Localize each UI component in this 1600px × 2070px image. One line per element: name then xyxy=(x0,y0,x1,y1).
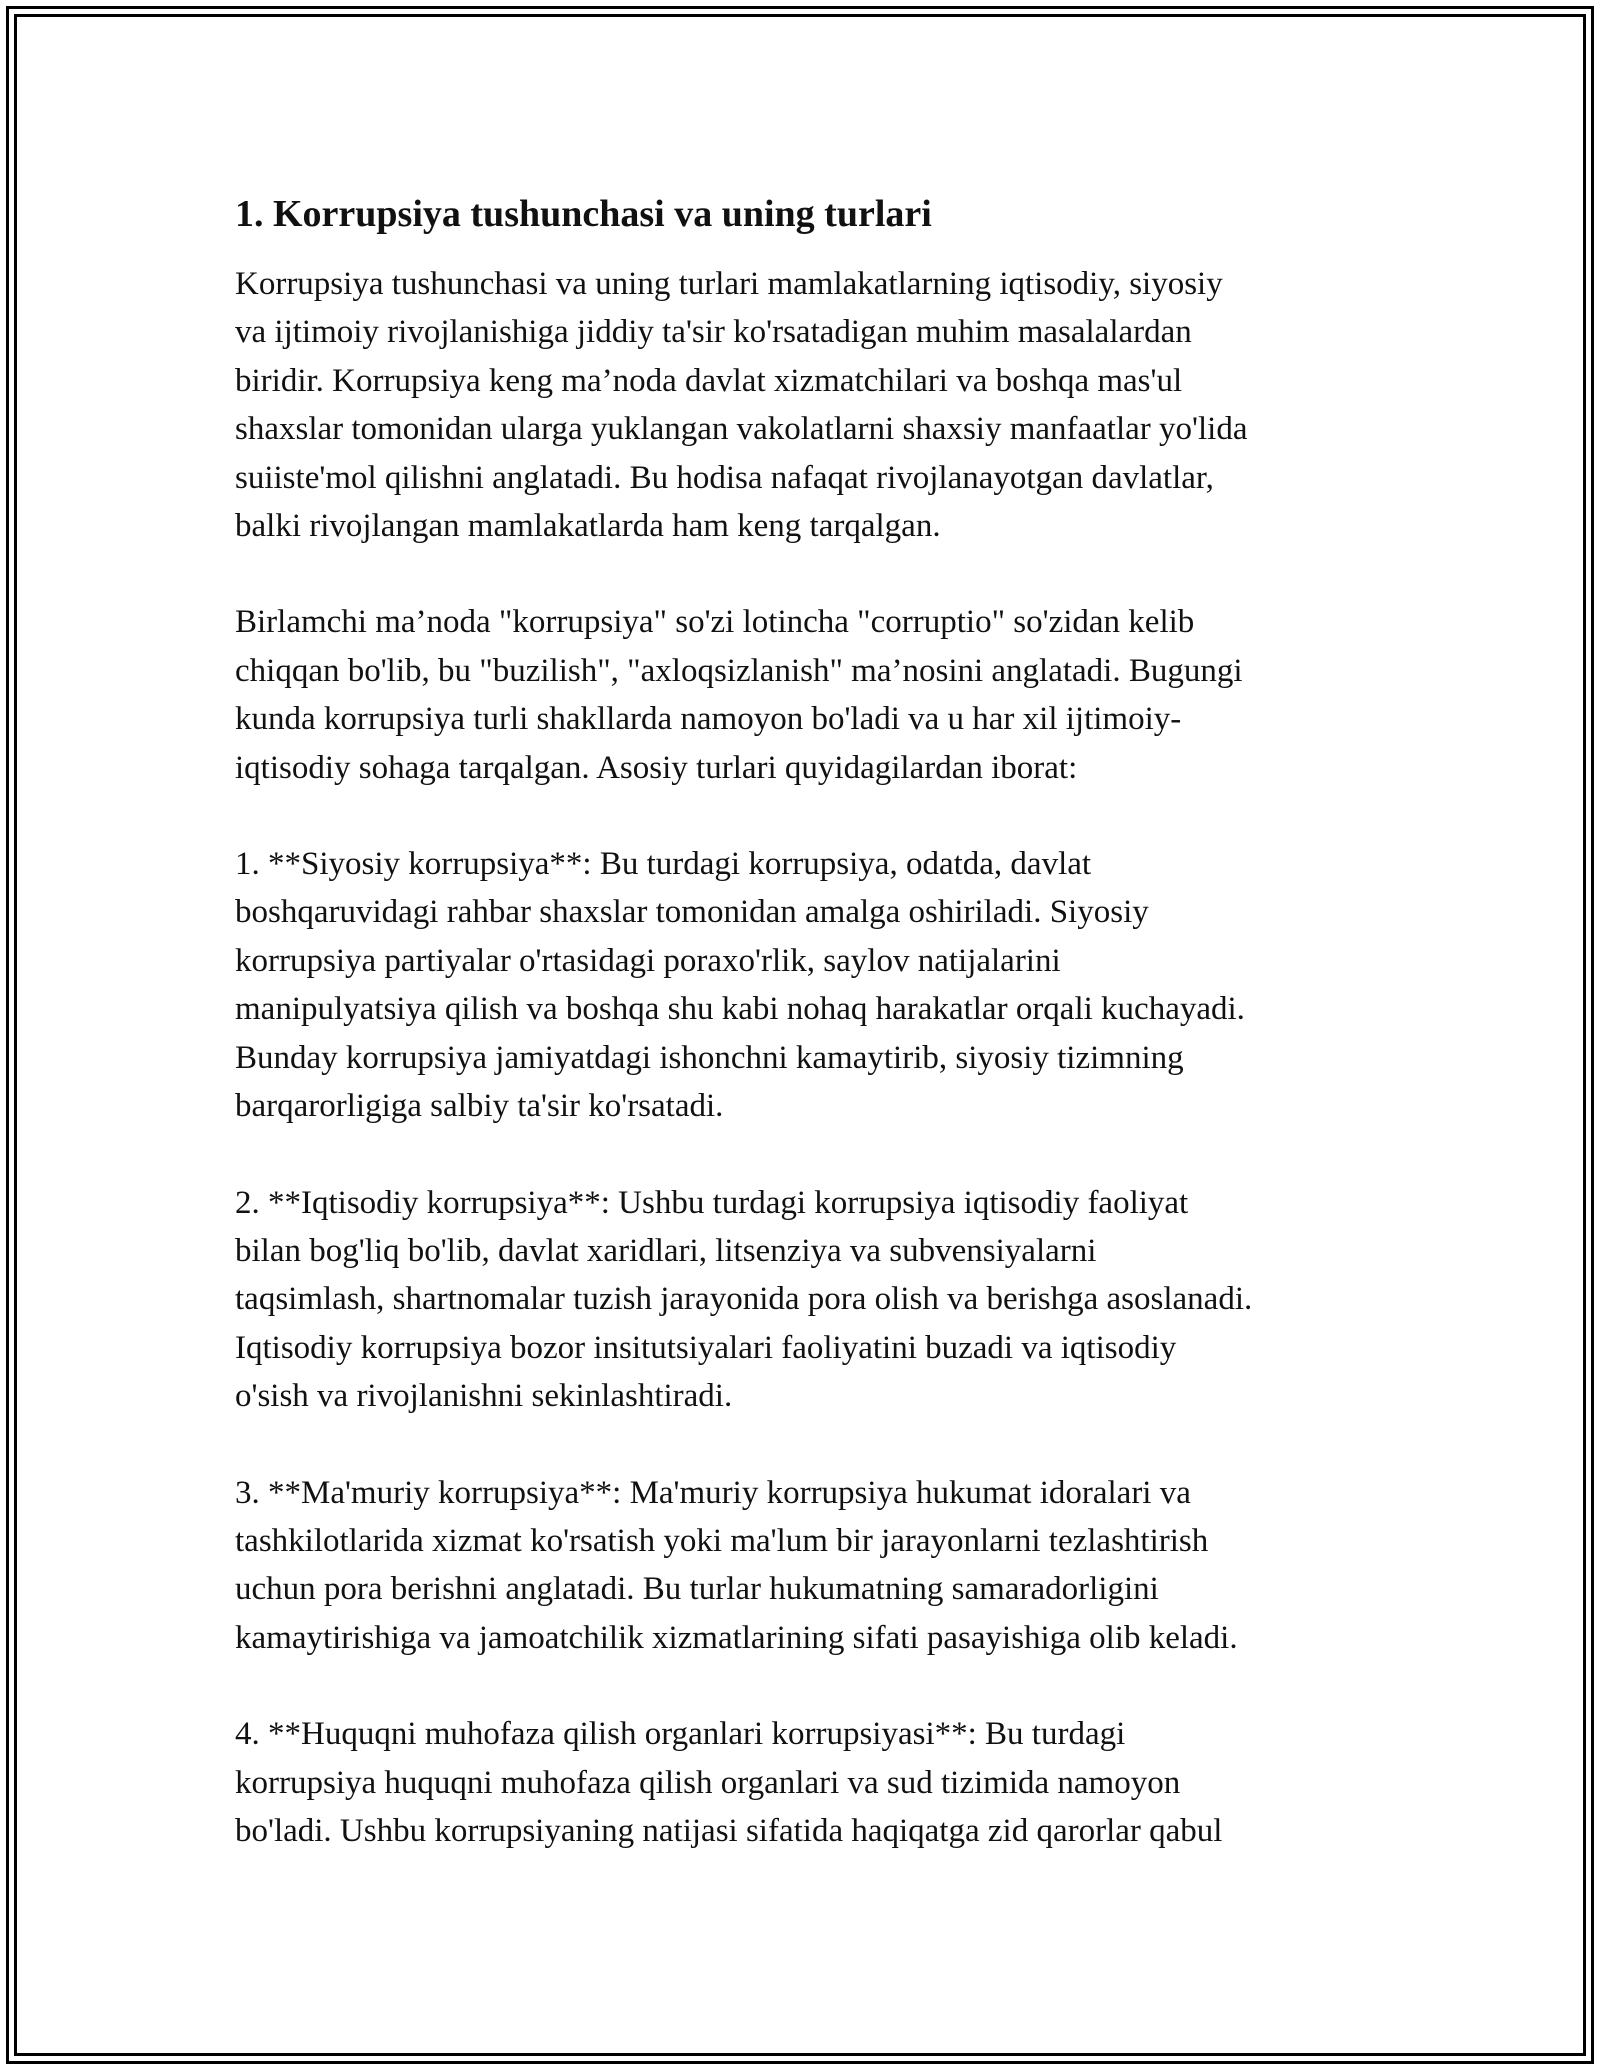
text-line: boshqaruvidagi rahbar shaxslar tomonidan amalga oshiriladi. Siyosiy xyxy=(235,894,1149,931)
text-line: korrupsiya partiyalar o'rtasidagi poraxo'rlik, saylov natijalarini xyxy=(235,942,1061,979)
text-line: iqtisodiy sohaga tarqalgan. Asosiy turlari quyidagilardan iborat: xyxy=(235,749,1078,786)
text-line: Birlamchi ma’noda "korrupsiya" so'zi lotincha "corruptio" so'zidan kelib xyxy=(235,604,1195,641)
text-line: 4. **Huquqni muhofaza qilish organlari korrupsiyasi**: Bu turdagi xyxy=(235,1716,1126,1753)
text-line: suiiste'mol qilishni anglatadi. Bu hodisa nafaqat rivojlanayotgan davlatlar, xyxy=(235,459,1214,496)
text-line: Korrupsiya tushunchasi va uning turlari mamlakatlarning iqtisodiy, siyosiy xyxy=(235,266,1223,302)
text-line: bo'ladi. Ushbu korrupsiyaning natijasi sifatida haqiqatga zid qarorlar qabul xyxy=(235,1812,1223,1849)
paragraph-political-corruption xyxy=(235,840,1375,1130)
text-line: korrupsiya huquqni muhofaza qilish organlari va sud tizimida namoyon xyxy=(235,1764,1181,1801)
paragraph-intro xyxy=(235,260,1375,550)
paragraph-law-enforcement-corruption xyxy=(235,1710,1375,1855)
section-heading: 1. Korrupsiya tushunchasi va uning turlari xyxy=(235,193,932,235)
text-line: 2. **Iqtisodiy korrupsiya**: Ushbu turdagi korrupsiya iqtisodiy faoliyat xyxy=(235,1184,1189,1221)
text-line: kunda korrupsiya turli shakllarda namoyon bo'ladi va u har xil ijtimoiy- xyxy=(235,701,1182,738)
text-line: chiqqan bo'lib, bu "buzilish", "axloqsizlanish" ma’nosini anglatadi. Bugungi xyxy=(235,652,1243,689)
text-line: Iqtisodiy korrupsiya bozor insitutsiyalari faoliyatini buzadi va iqtisodiy xyxy=(235,1329,1177,1366)
paragraph-economic-corruption xyxy=(235,1179,1375,1421)
text-line: 1. **Siyosiy korrupsiya**: Bu turdagi korrupsiya, odatda, davlat xyxy=(235,846,1092,883)
text-line: o'sish va rivojlanishni sekinlashtiradi. xyxy=(235,1378,733,1415)
text-line: manipulyatsiya qilish va boshqa shu kabi nohaq harakatlar orqali kuchayadi. xyxy=(235,991,1245,1028)
text-line: shaxslar tomonidan ularga yuklangan vakolatlarni shaxsiy manfaatlar yo'lida xyxy=(235,411,1248,448)
paragraph-administrative-corruption xyxy=(235,1469,1375,1663)
text-line: biridir. Korrupsiya keng ma’noda davlat xizmatchilari va boshqa mas'ul xyxy=(235,362,1183,399)
paragraph-etymology xyxy=(235,598,1375,792)
text-line: Bunday korrupsiya jamiyatdagi ishonchni kamaytirib, siyosiy tizimning xyxy=(235,1039,1184,1076)
text-line: uchun pora berishni anglatadi. Bu turlar hukumatning samaradorligini xyxy=(235,1571,1159,1608)
text-line: tashkilotlarida xizmat ko'rsatish yoki ma'lum bir jarayonlarni tezlashtirish xyxy=(235,1522,1209,1559)
text-line: 3. **Ma'muriy korrupsiya**: Ma'muriy korrupsiya hukumat idoralari va xyxy=(235,1474,1191,1511)
text-line: taqsimlash, shartnomalar tuzish jarayonida pora olish va berishga asoslanadi. xyxy=(235,1281,1253,1318)
document-body xyxy=(235,190,1375,1855)
text-line: barqarorligiga salbiy ta'sir ko'rsatadi. xyxy=(235,1088,724,1125)
text-line: va ijtimoiy rivojlanishiga jiddiy ta'sir ko'rsatadigan muhim masalalardan xyxy=(235,314,1192,351)
text-line: bilan bog'liq bo'lib, davlat xaridlari, litsenziya va subvensiyalarni xyxy=(235,1232,1097,1269)
text-line: kamaytirishiga va jamoatchilik xizmatlarining sifati pasayishiga olib keladi. xyxy=(235,1619,1238,1656)
text-line: balki rivojlangan mamlakatlarda ham keng tarqalgan. xyxy=(235,508,941,545)
